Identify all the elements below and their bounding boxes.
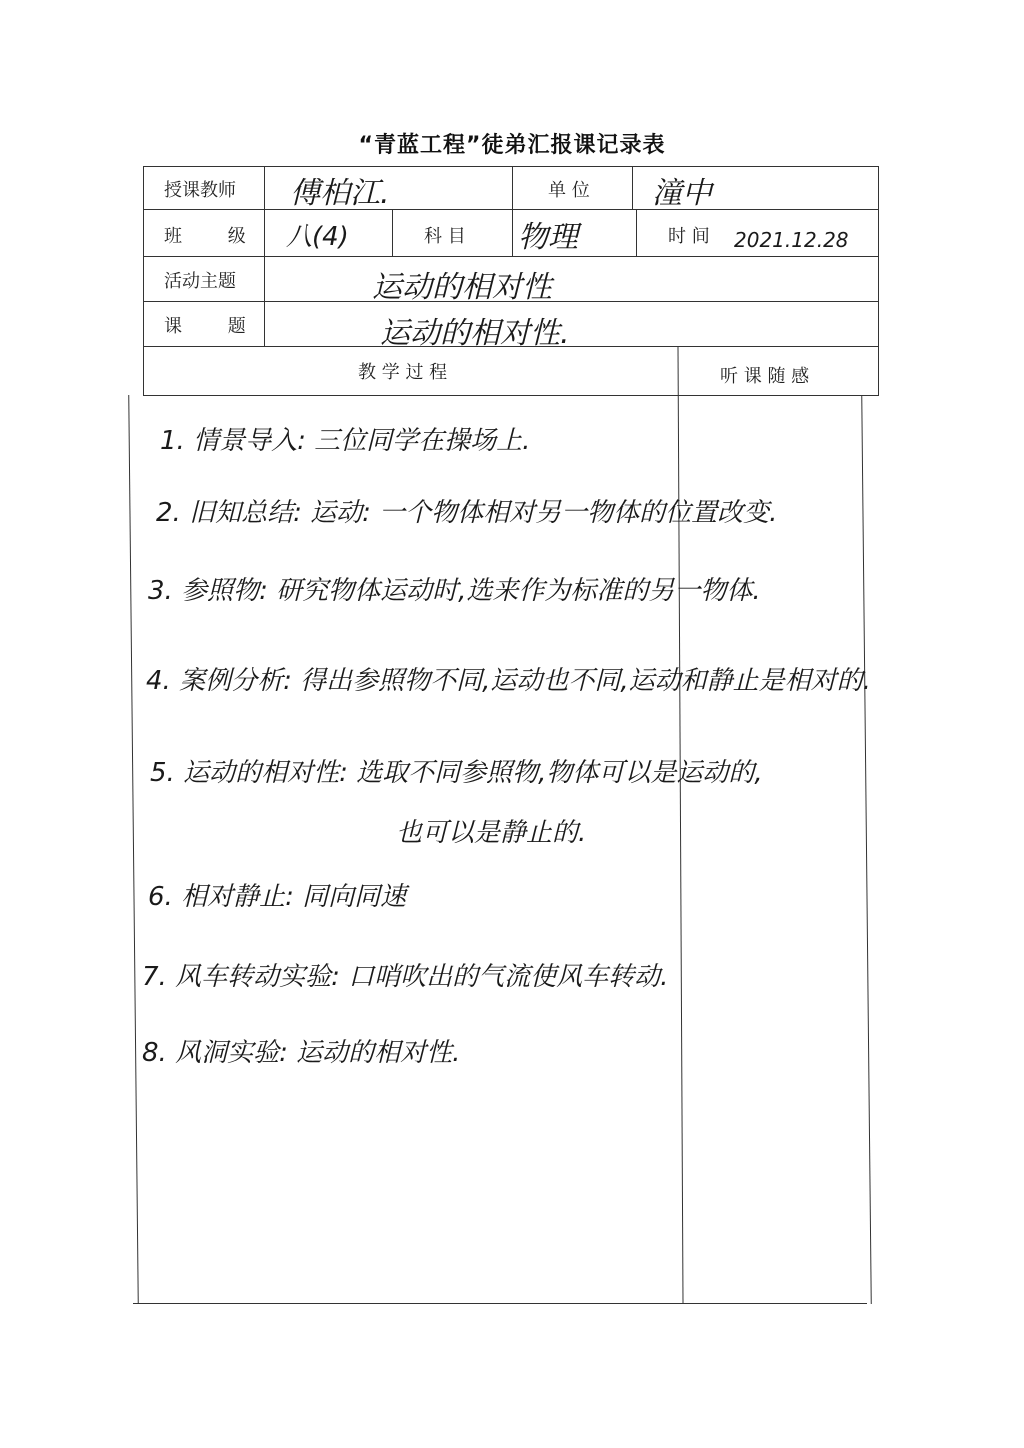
value-theme: 运动的相对性 — [372, 270, 552, 305]
label-process: 教 学 过 程 — [358, 362, 448, 383]
col-divider — [512, 209, 513, 256]
process-line: 5. 运动的相对性: 选取不同参照物,物体可以是运动的, — [150, 758, 763, 788]
process-line: 4. 案例分析: 得出参照物不同,运动也不同,运动和静止是相对的. — [146, 666, 871, 696]
col-divider — [264, 166, 265, 346]
process-line: 6. 相对静止: 同向同速 — [148, 882, 407, 912]
col-divider — [632, 166, 633, 210]
label-unit: 单 位 — [548, 180, 590, 201]
label-time: 时 间 — [668, 226, 710, 247]
table-border-bottom — [133, 1303, 867, 1304]
process-line: 8. 风洞实验: 运动的相对性. — [142, 1038, 461, 1068]
table-border-left — [143, 166, 144, 396]
label-notes: 听 课 随 感 — [720, 366, 810, 387]
process-line: 也可以是静止的. — [396, 818, 587, 848]
table-border-right — [861, 395, 872, 1304]
row-divider — [143, 395, 879, 396]
col-divider — [636, 209, 637, 256]
label-topic: 课 题 — [164, 316, 246, 337]
value-teacher: 傅柏江. — [290, 176, 390, 211]
notes-column-divider — [677, 346, 683, 1303]
row-divider — [143, 209, 879, 210]
label-theme: 活动主题 — [164, 271, 236, 292]
table-border-left — [128, 395, 139, 1304]
process-line: 1. 情景导入: 三位同学在操场上. — [160, 426, 531, 456]
col-divider — [392, 209, 393, 256]
form-title: “青蓝工程”徒弟汇报课记录表 — [358, 133, 666, 158]
process-line: 7. 风车转动实验: 口哨吹出的气流使风车转动. — [142, 962, 669, 992]
value-subject: 物理 — [518, 220, 578, 255]
label-subject: 科 目 — [424, 226, 466, 247]
process-line: 3. 参照物: 研究物体运动时,选来作为标准的另一物体. — [148, 576, 761, 606]
label-class: 班 级 — [164, 226, 246, 247]
value-unit: 潼中 — [652, 176, 712, 211]
table-border-top — [143, 166, 879, 167]
table-border-right — [878, 166, 879, 396]
process-line: 2. 旧知总结: 运动: 一个物体相对另一物体的位置改变. — [156, 498, 778, 528]
value-time: 2021.12.28 — [734, 228, 849, 252]
value-class: 八(4) — [286, 222, 349, 252]
col-divider — [512, 166, 513, 210]
label-teacher: 授课教师 — [164, 180, 236, 201]
row-divider — [143, 256, 879, 257]
value-topic: 运动的相对性. — [380, 316, 570, 351]
